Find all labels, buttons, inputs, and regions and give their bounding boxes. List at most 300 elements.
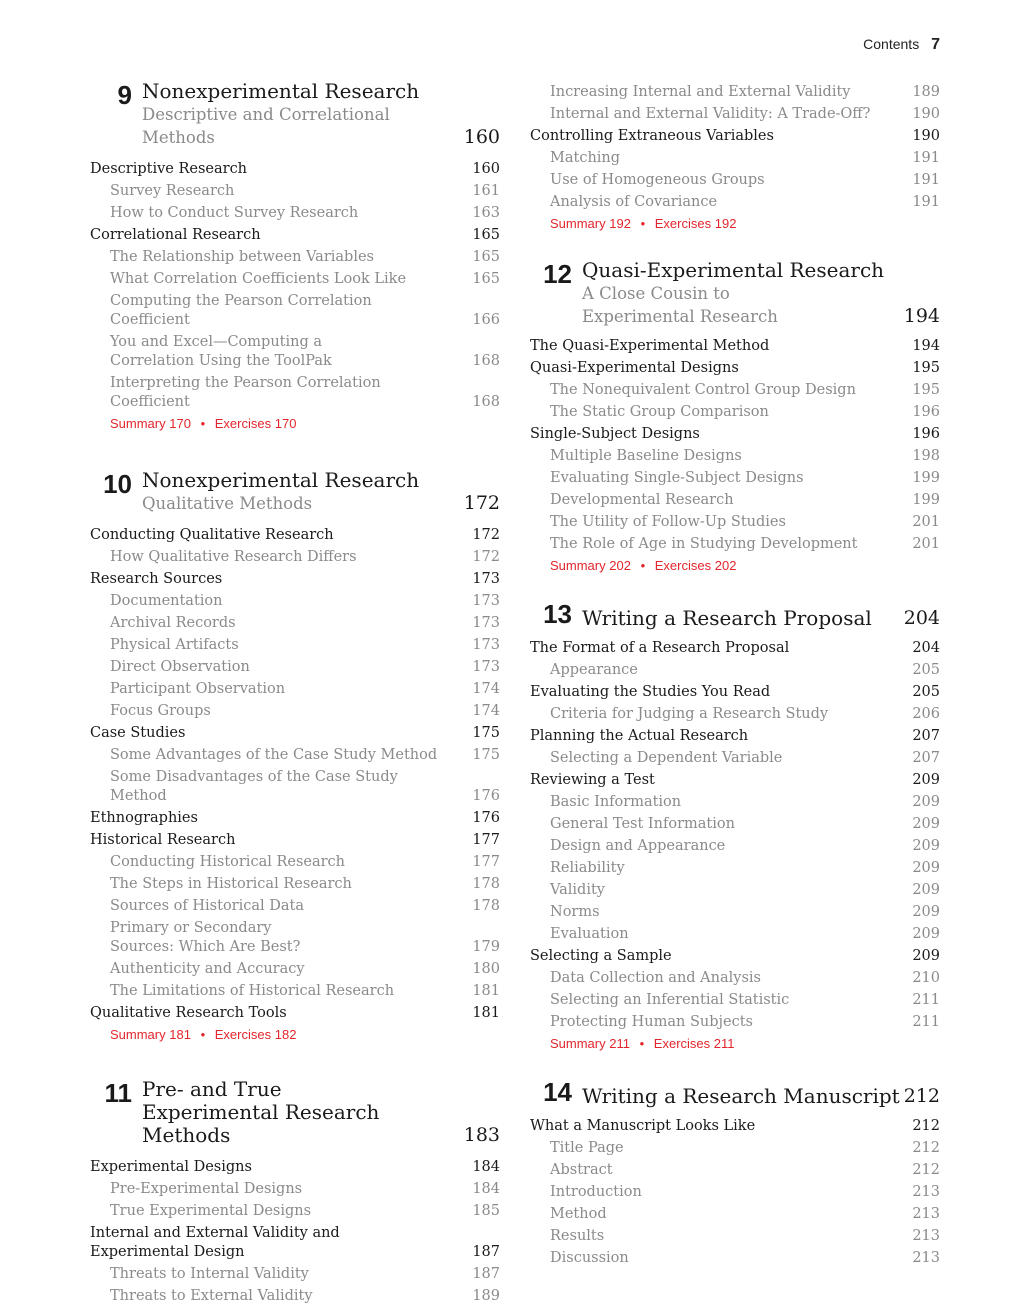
entry-text: The Limitations of Historical Research <box>110 983 395 999</box>
entry-text: Selecting a Sample <box>530 948 672 964</box>
entry-text: Conducting Historical Research <box>110 854 346 870</box>
exercises-page: 211 <box>713 1036 735 1051</box>
toc-entry[interactable] <box>530 793 940 812</box>
entry-page: 177 <box>472 854 500 870</box>
chapter-number: 10 <box>103 469 132 499</box>
summary-label: Summary <box>550 216 606 231</box>
entry-page: 176 <box>472 788 500 804</box>
entry-page: 173 <box>472 637 500 653</box>
toc-entry[interactable] <box>530 469 940 488</box>
entry-page: 196 <box>912 426 940 442</box>
toc-entry[interactable] <box>530 1161 940 1180</box>
bullet-separator: • <box>640 216 646 231</box>
entry-text: Physical Artifacts <box>110 637 239 653</box>
entry-text: Controlling Extraneous Variables <box>530 128 774 144</box>
toc-entry[interactable] <box>90 658 500 677</box>
chapter-13 <box>530 599 940 1053</box>
toc-entry[interactable] <box>90 270 500 289</box>
entry-page: 172 <box>472 549 500 565</box>
toc-entry[interactable] <box>530 491 940 510</box>
entry-text: Internal and External Validity and Experimental Design <box>90 1225 340 1260</box>
entry-text: Protecting Human Subjects <box>550 1014 753 1030</box>
toc-entry[interactable] <box>90 853 500 872</box>
entry-page: 199 <box>912 470 940 486</box>
exercises-page: 170 <box>274 416 297 431</box>
bullet-separator: • <box>200 416 206 431</box>
chapter-number: 11 <box>104 1078 132 1108</box>
entry-text: Reviewing a Test <box>530 772 655 788</box>
entry-text: Survey Research <box>110 183 235 199</box>
entry-page: 175 <box>472 747 500 763</box>
toc-entry[interactable] <box>530 881 940 900</box>
toc-entry[interactable] <box>90 1224 500 1262</box>
chapter-heading[interactable] <box>530 259 940 328</box>
entry-page: 173 <box>472 593 500 609</box>
chapter-heading[interactable] <box>90 80 500 149</box>
entry-page: 189 <box>472 1288 500 1304</box>
toc-entry[interactable] <box>90 614 500 633</box>
exercises-label: Exercises <box>214 1027 272 1042</box>
entry-text: Documentation <box>110 593 223 609</box>
entry-text: General Test Information <box>550 816 735 832</box>
chapter-heading[interactable] <box>90 469 500 515</box>
chapter-page: 212 <box>903 1085 940 1107</box>
toc-entry[interactable] <box>90 809 500 828</box>
entry-page: 213 <box>912 1250 940 1266</box>
entry-page: 211 <box>912 992 940 1008</box>
entry-page: 175 <box>472 725 500 741</box>
entry-page: 207 <box>912 750 940 766</box>
entry-text: The Relationship between Variables <box>110 249 374 265</box>
entry-text: The Nonequivalent Control Group Design <box>550 382 856 398</box>
toc-entry[interactable] <box>90 982 500 1001</box>
entry-page: 206 <box>912 706 940 722</box>
entry-page: 176 <box>472 810 500 826</box>
entry-text: Evaluating Single-Subject Designs <box>550 470 804 486</box>
toc-entry[interactable] <box>530 815 940 834</box>
entry-text: Some Disadvantages of the Case Study Method <box>110 769 398 804</box>
toc-entry[interactable] <box>530 425 940 444</box>
entry-page: 184 <box>472 1159 500 1175</box>
entry-text: Direct Observation <box>110 659 250 675</box>
toc-entry[interactable] <box>90 204 500 223</box>
entry-page: 212 <box>912 1162 940 1178</box>
exercises-label: Exercises <box>654 216 712 231</box>
entry-page: 209 <box>912 904 940 920</box>
entry-text: Selecting an Inferential Statistic <box>550 992 790 1008</box>
entry-text: Historical Research <box>90 832 236 848</box>
header-label: Contents <box>863 36 920 52</box>
entry-text: Basic Information <box>550 794 682 810</box>
bullet-separator: • <box>640 558 646 573</box>
entry-page: 213 <box>912 1184 940 1200</box>
chapter-page: 194 <box>903 305 940 327</box>
toc-entry[interactable] <box>90 374 500 412</box>
entry-text: Sources of Historical Data <box>110 898 304 914</box>
entry-text: The Utility of Follow-Up Studies <box>550 514 786 530</box>
entry-text: Authenticity and Accuracy <box>110 961 305 977</box>
chapter-subtitle: Qualitative Methods <box>142 494 313 513</box>
toc-entry[interactable] <box>90 746 500 765</box>
summary-exercises-line[interactable] <box>530 1035 940 1053</box>
entry-page: 185 <box>472 1203 500 1219</box>
running-header <box>863 36 940 54</box>
entry-text: You and Excel—Computing a Correlation Using the ToolPak <box>110 334 332 369</box>
entry-text: Research Sources <box>90 571 223 587</box>
toc-entry[interactable] <box>530 661 940 680</box>
summary-exercises-line[interactable] <box>90 415 500 433</box>
chapter-subtitle: A Close Cousin to Experimental Research <box>582 284 778 326</box>
bullet-separator: • <box>639 1036 645 1051</box>
toc-entry[interactable] <box>530 1227 940 1246</box>
toc-entry[interactable] <box>90 1287 500 1306</box>
chapter-11-continued <box>530 83 940 233</box>
entry-page: 178 <box>472 876 500 892</box>
entry-page: 209 <box>912 816 940 832</box>
chapter-subtitle: Descriptive and Correlational Methods <box>142 105 390 147</box>
entry-text: Design and Appearance <box>550 838 726 854</box>
entry-text: Threats to Internal Validity <box>110 1266 309 1282</box>
entry-page: 210 <box>912 970 940 986</box>
entry-page: 165 <box>472 271 500 287</box>
toc-entry[interactable] <box>530 859 940 878</box>
toc-entry[interactable] <box>530 1013 940 1032</box>
entry-page: 209 <box>912 772 940 788</box>
toc-entry[interactable] <box>530 771 940 790</box>
entry-page: 198 <box>912 448 940 464</box>
entry-text: Conducting Qualitative Research <box>90 527 334 543</box>
entry-text: Archival Records <box>110 615 236 631</box>
entry-text: Descriptive Research <box>90 161 248 177</box>
toc-entry[interactable] <box>90 292 500 330</box>
summary-exercises-line[interactable] <box>530 215 940 233</box>
exercises-page: 192 <box>714 216 737 231</box>
entry-page: 161 <box>472 183 500 199</box>
toc-entry[interactable] <box>530 149 940 168</box>
entry-text: Abstract <box>550 1162 613 1178</box>
entry-page: 173 <box>472 571 500 587</box>
exercises-label: Exercises <box>654 558 712 573</box>
toc-entry[interactable] <box>530 337 940 356</box>
entry-page: 168 <box>472 394 500 410</box>
toc-entry[interactable] <box>90 875 500 894</box>
entry-page: 166 <box>472 312 500 328</box>
entry-page: 209 <box>912 926 940 942</box>
entry-page: 187 <box>472 1244 500 1260</box>
toc-entry[interactable] <box>530 513 940 532</box>
chapter-page: 183 <box>463 1124 500 1146</box>
summary-page: 192 <box>609 216 631 231</box>
exercises-page: 182 <box>274 1027 297 1042</box>
toc-entry[interactable] <box>530 947 940 966</box>
entry-text: True Experimental Designs <box>110 1203 312 1219</box>
entry-page: 212 <box>912 1118 940 1134</box>
entry-text: Evaluating the Studies You Read <box>530 684 771 700</box>
entry-page: 209 <box>912 882 940 898</box>
entry-page: 195 <box>912 382 940 398</box>
exercises-label: Exercises <box>653 1036 711 1051</box>
entry-text: Results <box>550 1228 605 1244</box>
chapter-heading[interactable] <box>530 1077 940 1108</box>
entry-text: Pre-Experimental Designs <box>110 1181 303 1197</box>
entry-text: Planning the Actual Research <box>530 728 749 744</box>
summary-label: Summary <box>110 1027 166 1042</box>
toc-entry[interactable] <box>90 831 500 850</box>
chapter-9 <box>90 80 500 433</box>
toc-entry[interactable] <box>90 333 500 371</box>
toc-entry[interactable] <box>90 680 500 699</box>
left-column <box>90 80 500 1309</box>
header-page-number: 7 <box>931 36 940 53</box>
entry-text: Interpreting the Pearson Correlation Coefficient <box>110 375 381 410</box>
entry-text: Increasing Internal and External Validity <box>550 84 851 100</box>
entry-page: 207 <box>912 728 940 744</box>
entry-text: Data Collection and Analysis <box>550 970 761 986</box>
entry-page: 212 <box>912 1140 940 1156</box>
entry-text: The Static Group Comparison <box>550 404 769 420</box>
bullet-separator: • <box>200 1027 206 1042</box>
summary-label: Summary <box>110 416 166 431</box>
entry-page: 204 <box>912 640 940 656</box>
entry-page: 168 <box>472 353 500 369</box>
entry-text: Matching <box>550 150 621 166</box>
entry-text: Norms <box>550 904 600 920</box>
entry-page: 187 <box>472 1266 500 1282</box>
entry-page: 211 <box>912 1014 940 1030</box>
entry-text: Validity <box>550 882 605 898</box>
toc-entry[interactable] <box>530 403 940 422</box>
chapter-page: 172 <box>463 492 500 514</box>
chapter-10 <box>90 469 500 1044</box>
toc-entry[interactable] <box>90 636 500 655</box>
entry-text: Analysis of Covariance <box>550 194 718 210</box>
toc-entry[interactable] <box>90 248 500 267</box>
summary-exercises-line[interactable] <box>530 557 940 575</box>
summary-exercises-line[interactable] <box>90 1026 500 1044</box>
toc-entry[interactable] <box>530 83 940 102</box>
entry-text: Participant Observation <box>110 681 286 697</box>
toc-entry[interactable] <box>530 991 940 1010</box>
entry-text: Computing the Pearson Correlation Coefficient <box>110 293 372 328</box>
toc-entry[interactable] <box>530 193 940 212</box>
toc-entry[interactable] <box>90 1180 500 1199</box>
chapter-title: Pre- and True Experimental Research Methods <box>142 1077 380 1147</box>
entry-text: The Steps in Historical Research <box>110 876 352 892</box>
toc-entry[interactable] <box>530 1183 940 1202</box>
chapter-11 <box>90 1078 500 1306</box>
toc-entry[interactable] <box>530 727 940 746</box>
entry-page: 194 <box>912 338 940 354</box>
entry-page: 180 <box>472 961 500 977</box>
entry-page: 160 <box>472 161 500 177</box>
chapter-number: 9 <box>117 80 132 110</box>
toc-entry[interactable] <box>530 749 940 768</box>
entry-page: 177 <box>472 832 500 848</box>
entry-page: 165 <box>472 249 500 265</box>
entry-page: 191 <box>912 150 940 166</box>
chapter-number: 14 <box>543 1077 572 1107</box>
entry-page: 174 <box>472 703 500 719</box>
entry-page: 181 <box>472 983 500 999</box>
toc-entry[interactable] <box>530 683 940 702</box>
toc-entry[interactable] <box>530 359 940 378</box>
entry-page: 201 <box>912 536 940 552</box>
entry-text: Correlational Research <box>90 227 261 243</box>
entry-text: Some Advantages of the Case Study Method <box>110 747 438 763</box>
chapter-12 <box>530 259 940 575</box>
entry-page: 199 <box>912 492 940 508</box>
toc-entry[interactable] <box>90 1265 500 1284</box>
exercises-page: 202 <box>714 558 737 573</box>
entry-text: How to Conduct Survey Research <box>110 205 359 221</box>
entry-page: 173 <box>472 615 500 631</box>
chapter-page: 204 <box>903 607 940 629</box>
entry-page: 181 <box>472 1005 500 1021</box>
toc-entry[interactable] <box>90 570 500 589</box>
entry-page: 174 <box>472 681 500 697</box>
toc-entry[interactable] <box>530 171 940 190</box>
entry-page: 201 <box>912 514 940 530</box>
summary-page: 181 <box>169 1027 191 1042</box>
toc-entry[interactable] <box>530 535 940 554</box>
summary-page: 211 <box>609 1036 630 1051</box>
summary-page: 202 <box>609 558 631 573</box>
entry-text: Use of Homogeneous Groups <box>550 172 765 188</box>
toc-entry[interactable] <box>90 724 500 743</box>
entry-page: 190 <box>912 106 940 122</box>
toc-entry[interactable] <box>90 960 500 979</box>
toc-entry[interactable] <box>90 526 500 545</box>
toc-entry[interactable] <box>90 1158 500 1177</box>
toc-entry[interactable] <box>90 182 500 201</box>
entry-text: What Correlation Coefficients Look Like <box>110 271 407 287</box>
chapter-14 <box>530 1077 940 1268</box>
entry-text: Threats to External Validity <box>110 1288 313 1304</box>
entry-text: Focus Groups <box>110 703 211 719</box>
entry-text: Selecting a Dependent Variable <box>550 750 783 766</box>
entry-text: Appearance <box>550 662 638 678</box>
toc-entry[interactable] <box>90 160 500 179</box>
summary-page: 170 <box>169 416 191 431</box>
chapter-page: 160 <box>463 126 500 148</box>
entry-text: Single-Subject Designs <box>530 426 700 442</box>
chapter-title: Quasi-Experimental Research <box>582 258 885 282</box>
toc-entry[interactable] <box>530 1205 940 1224</box>
entry-page: 209 <box>912 860 940 876</box>
entry-text: Ethnographies <box>90 810 198 826</box>
entry-page: 209 <box>912 838 940 854</box>
right-column <box>530 80 940 1271</box>
entry-page: 191 <box>912 172 940 188</box>
entry-text: Qualitative Research Tools <box>90 1005 287 1021</box>
entry-page: 213 <box>912 1228 940 1244</box>
entry-page: 165 <box>472 227 500 243</box>
chapter-number: 13 <box>543 599 572 629</box>
entry-page: 179 <box>472 939 500 955</box>
toc-entry[interactable] <box>530 1249 940 1268</box>
toc-entry[interactable] <box>90 548 500 567</box>
entry-page: 173 <box>472 659 500 675</box>
toc-entry[interactable] <box>530 1117 940 1136</box>
entry-text: Reliability <box>550 860 625 876</box>
entry-page: 190 <box>912 128 940 144</box>
entry-page: 213 <box>912 1206 940 1222</box>
toc-entry[interactable] <box>90 226 500 245</box>
entry-text: Internal and External Validity: A Trade-Off? <box>550 106 871 122</box>
summary-label: Summary <box>550 558 606 573</box>
toc-entry[interactable] <box>90 702 500 721</box>
chapter-title: Nonexperimental Research <box>142 79 420 103</box>
chapter-title: Nonexperimental Research <box>142 468 420 492</box>
toc-entry[interactable] <box>90 1202 500 1221</box>
summary-label: Summary <box>550 1036 606 1051</box>
chapter-number: 12 <box>543 259 572 289</box>
toc-entry[interactable] <box>90 919 500 957</box>
toc-entry[interactable] <box>530 705 940 724</box>
entry-text: Quasi-Experimental Designs <box>530 360 739 376</box>
entry-text: The Format of a Research Proposal <box>530 640 790 656</box>
entry-page: 209 <box>912 948 940 964</box>
toc-entry[interactable] <box>530 925 940 944</box>
entry-page: 178 <box>472 898 500 914</box>
chapter-heading[interactable] <box>530 599 940 630</box>
toc-entry[interactable] <box>530 127 940 146</box>
toc-entry[interactable] <box>530 639 940 658</box>
entry-page: 196 <box>912 404 940 420</box>
exercises-label: Exercises <box>214 416 272 431</box>
entry-page: 163 <box>472 205 500 221</box>
entry-page: 205 <box>912 662 940 678</box>
entry-page: 189 <box>912 84 940 100</box>
toc-entry[interactable] <box>90 592 500 611</box>
entry-text: Experimental Designs <box>90 1159 252 1175</box>
chapter-title: Writing a Research Proposal <box>582 606 872 630</box>
toc-entry[interactable] <box>530 1139 940 1158</box>
entry-text: The Role of Age in Studying Development <box>550 536 858 552</box>
toc-entry[interactable] <box>530 447 940 466</box>
entry-text: Multiple Baseline Designs <box>550 448 742 464</box>
entry-page: 205 <box>912 684 940 700</box>
toc-entry[interactable] <box>90 897 500 916</box>
chapter-title: Writing a Research Manuscript <box>582 1084 900 1108</box>
entry-text: Discussion <box>550 1250 629 1266</box>
toc-entry[interactable] <box>90 768 500 806</box>
toc-entry[interactable] <box>90 1004 500 1023</box>
toc-entry[interactable] <box>530 105 940 124</box>
chapter-heading[interactable] <box>90 1078 500 1147</box>
toc-entry[interactable] <box>530 837 940 856</box>
toc-entry[interactable] <box>530 969 940 988</box>
entry-page: 172 <box>472 527 500 543</box>
entry-text: Method <box>550 1206 607 1222</box>
entry-text: Primary or Secondary Sources: Which Are Best? <box>110 920 301 955</box>
entry-page: 195 <box>912 360 940 376</box>
toc-entry[interactable] <box>530 381 940 400</box>
entry-text: Criteria for Judging a Research Study <box>550 706 829 722</box>
entry-text: The Quasi-Experimental Method <box>530 338 770 354</box>
entry-text: What a Manuscript Looks Like <box>530 1118 756 1134</box>
entry-text: How Qualitative Research Differs <box>110 549 357 565</box>
entry-page: 184 <box>472 1181 500 1197</box>
entry-text: Title Page <box>550 1140 624 1156</box>
entry-text: Evaluation <box>550 926 629 942</box>
toc-entry[interactable] <box>530 903 940 922</box>
entry-page: 209 <box>912 794 940 810</box>
entry-text: Developmental Research <box>550 492 734 508</box>
entry-text: Case Studies <box>90 725 186 741</box>
entry-text: Introduction <box>550 1184 642 1200</box>
entry-page: 191 <box>912 194 940 210</box>
